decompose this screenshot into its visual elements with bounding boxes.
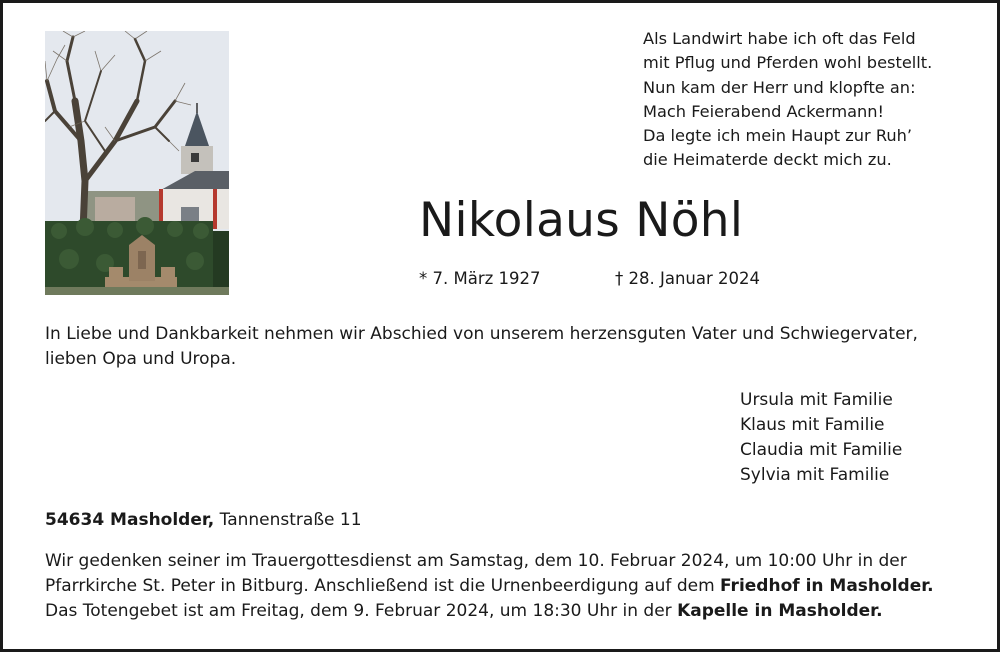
family-list [740,388,902,488]
death-date: † 28. Januar 2024 [615,269,761,288]
poem-line: Als Landwirt habe ich oft das Feld [643,29,916,48]
poem-line: die Heimaterde deckt mich zu. [643,150,892,170]
family-member: Klaus mit Familie [740,415,885,435]
service-text: Das Totengebet ist am Freitag, dem 9. Februar 2024, um 18:30 Uhr in der [45,601,678,621]
church-photo [45,31,229,295]
cemetery-location: Friedhof in Masholder. [720,576,934,596]
service-line [45,599,985,624]
poem-line: Da legte ich mein Haupt zur Ruh’ [643,126,913,146]
service-line [45,574,985,599]
tribute-text: In Liebe und Dankbarkeit nehmen wir Abschied von unserem herzensguten Vater und Schwiegervater, lieben Opa und Uropa. [45,324,918,369]
family-member: Ursula mit Familie [740,390,893,410]
poem-line: mit Pflug und Pferden wohl bestellt. [643,53,933,73]
poem-line: Mach Feierabend Ackermann! [643,101,885,121]
birth-date: * 7. März 1927 [419,269,541,288]
poem-line: Nun kam der Herr und klopfte an: [643,77,916,97]
poem [643,27,983,173]
chapel-location: Kapelle in Masholder. [677,601,883,621]
family-member: Sylvia mit Familie [740,465,890,485]
family-member: Claudia mit Familie [740,440,903,460]
service-line: Wir gedenken seiner im Trauergottesdienst am Samstag, dem 10. Februar 2024, um 10:00 Uhr in der [45,551,907,571]
service-info [45,549,985,624]
church-illustration [45,31,229,295]
address [45,510,362,530]
service-text: Pfarrkirche St. Peter in Bitburg. Anschließend ist die Urnenbeerdigung auf dem [45,576,721,596]
address-place: 54634 Masholder, [45,510,215,530]
address-street: Tannenstraße 11 [219,510,362,530]
deceased-name: Nikolaus Nöhl [419,193,744,248]
